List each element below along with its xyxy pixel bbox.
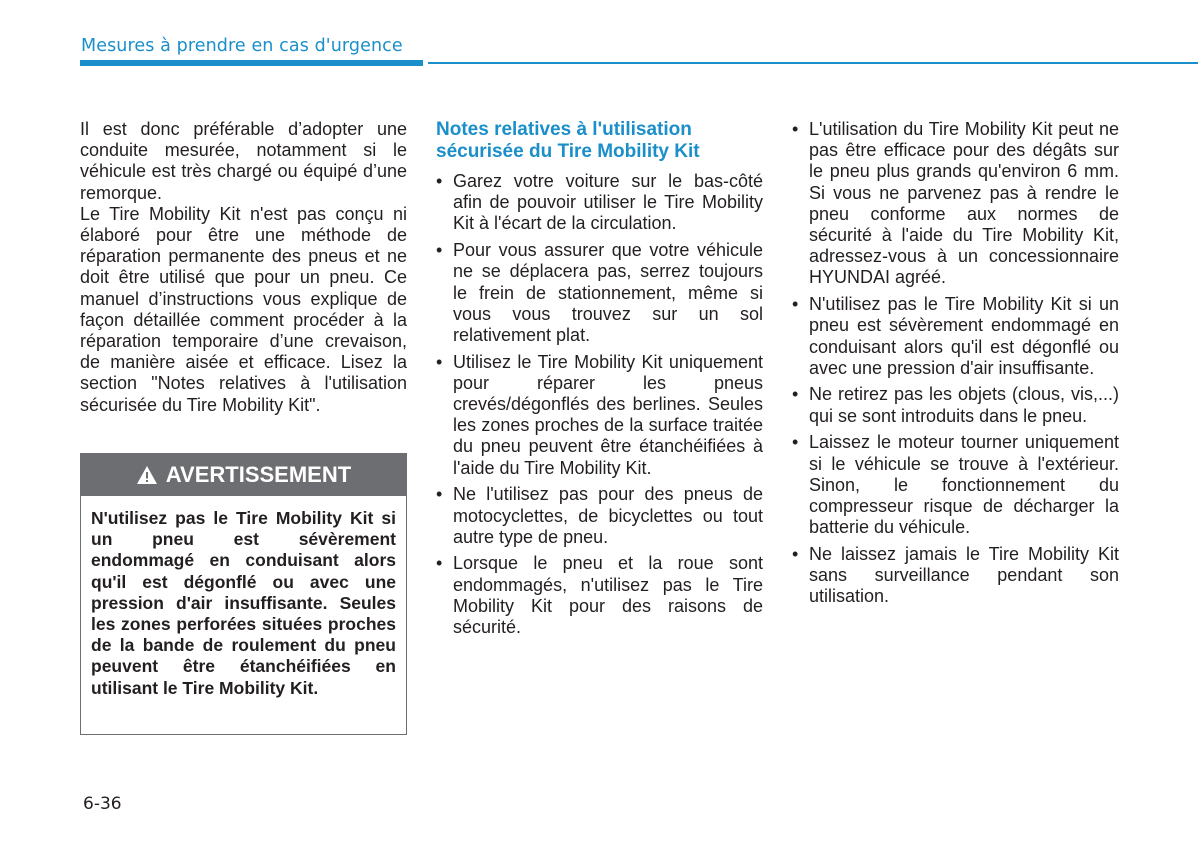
bullet-icon: •: [436, 240, 443, 261]
list-item: • Ne l'utilisez pas pour des pneus de motocyclettes, de bicyclettes ou tout autre type de pneu.: [436, 484, 763, 547]
section-header-title: Mesures à prendre en cas d'urgence: [81, 36, 403, 56]
header-rule-thick: [80, 60, 423, 66]
column-middle: [436, 119, 763, 644]
list-item: • N'utilisez pas le Tire Mobility Kit si un pneu est sévèrement endommagé en conduisant alors qu'il est dégonflé ou avec une pression d'air insuffisante.: [792, 294, 1119, 378]
kit-description-paragraph: Le Tire Mobility Kit n'est pas conçu ni élaboré pour être une méthode de réparation permanente des pneus et ne doit être utilisé que pour un pneu. Ce manuel d’instructions vous explique de façon détaillée comment procéder à la réparation temporaire d’une crevaison, de manière aisée et efficace. Lisez la section "Notes relatives à l'utilisation sécurisée du Tire Mobility Kit".: [80, 203, 407, 415]
bullet-icon: •: [792, 432, 799, 453]
warning-box: [80, 453, 407, 735]
list-item: • Lorsque le pneu et la roue sont endommagés, n'utilisez pas le Tire Mobility Kit pour des raisons de sécurité.: [436, 553, 763, 638]
section-heading: Notes relatives à l'utilisation sécurisée du Tire Mobility Kit: [436, 119, 700, 162]
safety-notes-list-continued: [792, 119, 1119, 607]
bullet-icon: •: [436, 484, 443, 505]
bullet-icon: •: [436, 171, 443, 191]
list-item: • Ne retirez pas les objets (clous, vis,...) qui se sont introduits dans le pneu.: [792, 384, 1119, 426]
list-item: • L'utilisation du Tire Mobility Kit peut ne pas être efficace pour des dégâts sur le pneu plus grands qu'environ 6 mm. Si vous ne parvenez pas à rendre le pneu conforme aux normes de sécurité à l'aide du Tire Mobility Kit, adressez-vous à un concessionnaire HYUNDAI agréé.: [792, 119, 1119, 288]
bullet-icon: •: [792, 543, 799, 564]
bullet-icon: •: [436, 553, 443, 574]
warning-text: N'utilisez pas le Tire Mobility Kit si un pneu est sévèrement endommagé en conduisant alors qu'il est dégonflé ou avec une pression d'air insuffisante. Seules les zones perforées situées proches de la bande de roulement du pneu peuvent être étanchéifiées en utilisant le Tire Mobility Kit.: [91, 508, 396, 698]
warning-title: AVERTISSEMENT: [165, 462, 352, 487]
header-rule-thin: [428, 62, 1198, 64]
warning-header: [81, 454, 406, 496]
bullet-icon: •: [792, 384, 799, 405]
intro-paragraph: Il est donc préférable d’adopter une conduite mesurée, notamment si le véhicule est très chargé ou équipé d’une remorque.: [80, 119, 407, 203]
list-item: • Garez votre voiture sur le bas-côté afin de pouvoir utiliser le Tire Mobility Kit à l'écart de la circulation.: [436, 171, 763, 234]
column-left: [80, 119, 407, 416]
warning-triangle-icon: [136, 465, 158, 485]
bullet-icon: •: [436, 351, 443, 372]
column-right: [792, 119, 1119, 613]
list-item: • Utilisez le Tire Mobility Kit uniquement pour réparer les pneus crevés/dégonflés des berlines. Seules les zones proches de la surface traitée du pneu peuvent être étanchéifiées à l'aide du Tire Mobility Kit.: [436, 351, 763, 478]
safety-notes-list: [436, 171, 763, 638]
list-item: • Laissez le moteur tourner uniquement si le véhicule se trouve à l'extérieur. Sinon, le fonctionnement du compresseur risque de décharger la batterie du véhicule.: [792, 432, 1119, 538]
page-number: 6-36: [83, 794, 122, 814]
bullet-icon: •: [792, 294, 799, 315]
bullet-icon: •: [792, 119, 799, 139]
list-item: • Ne laissez jamais le Tire Mobility Kit sans surveillance pendant son utilisation.: [792, 543, 1119, 607]
list-item: • Pour vous assurer que votre véhicule ne se déplacera pas, serrez toujours le frein de stationnement, même si vous vous trouvez sur un sol relativement plat.: [436, 240, 763, 345]
